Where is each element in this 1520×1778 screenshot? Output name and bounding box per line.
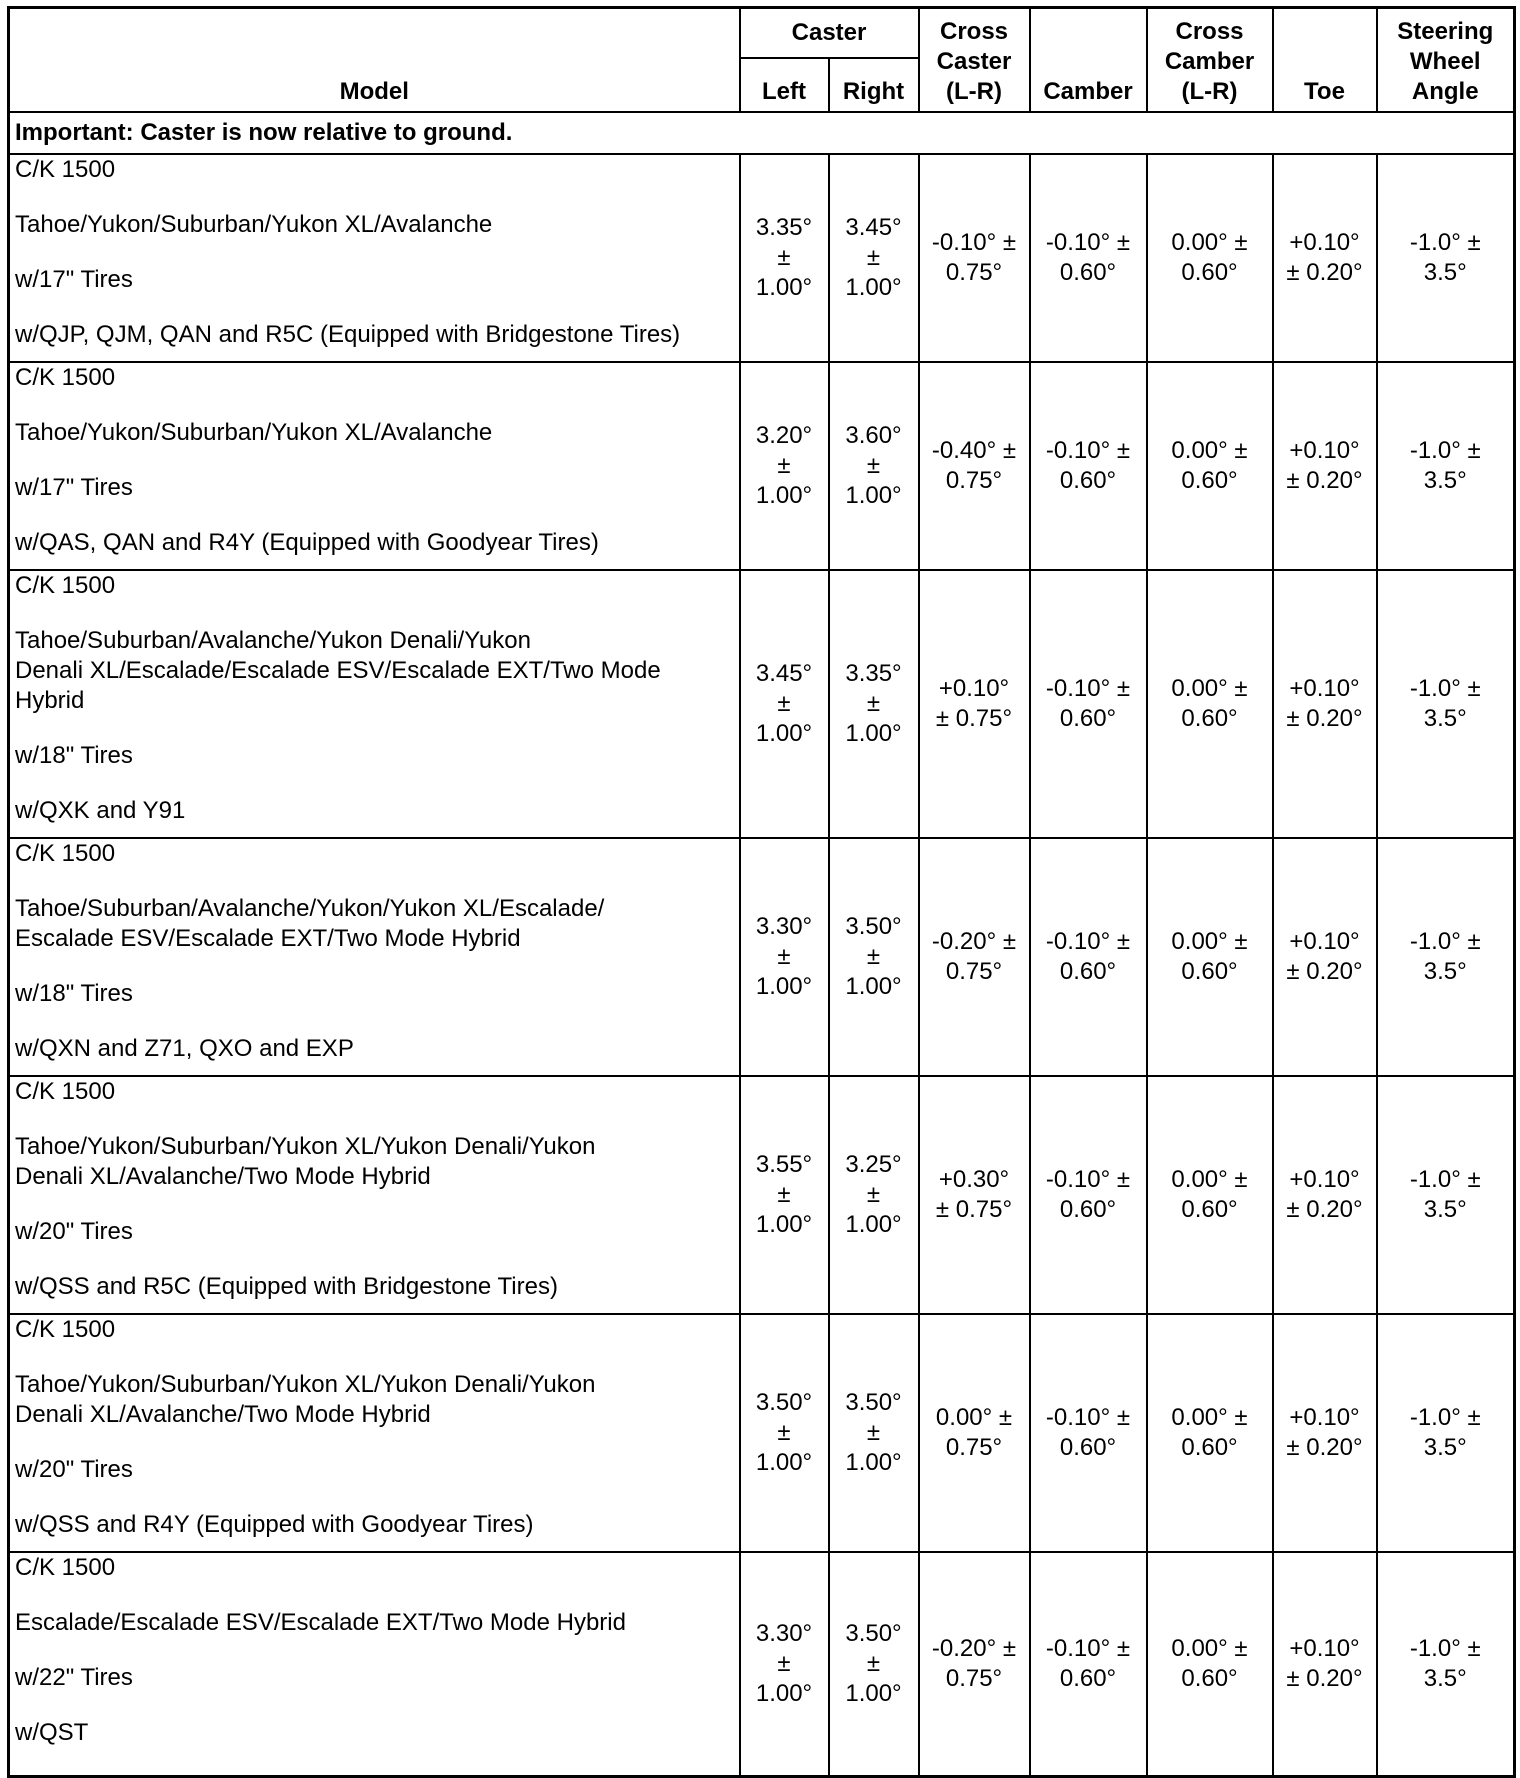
table-row [9, 362, 1515, 570]
right-cell: 3.45° ± 1.00° [829, 154, 919, 362]
model-cell [9, 1076, 740, 1314]
model-line: Escalade/Escalade ESV/Escalade EXT/Two Mode Hybrid [15, 1609, 626, 1636]
model-cell [9, 1552, 740, 1776]
model-line: C/K 1500 [15, 840, 116, 867]
header-toe: Toe [1273, 8, 1377, 113]
model-line: C/K 1500 [15, 156, 116, 183]
header-cross-camber: Cross Camber (L-R) [1147, 8, 1273, 113]
steering-cell: -1.0° ± 3.5° [1377, 1552, 1515, 1776]
table-body [9, 112, 1515, 1776]
table-row [9, 1314, 1515, 1552]
important-note: Important: Caster is now relative to ground. [9, 112, 1515, 154]
header-caster-right: Right [829, 58, 919, 112]
steering-cell: -1.0° ± 3.5° [1377, 570, 1515, 838]
cross-caster-cell: +0.30° ± 0.75° [919, 1076, 1030, 1314]
table-row [9, 570, 1515, 838]
toe-cell: +0.10° ± 0.20° [1273, 154, 1377, 362]
cross-caster-cell: -0.20° ± 0.75° [919, 1552, 1030, 1776]
model-line: w/QSS and R5C (Equipped with Bridgestone Tires) [15, 1273, 558, 1300]
left-cell: 3.30° ± 1.00° [740, 1552, 829, 1776]
camber-cell: -0.10° ± 0.60° [1030, 838, 1147, 1076]
camber-cell: -0.10° ± 0.60° [1030, 1314, 1147, 1552]
model-cell [9, 838, 740, 1076]
toe-cell: +0.10° ± 0.20° [1273, 838, 1377, 1076]
right-cell: 3.50° ± 1.00° [829, 1552, 919, 1776]
model-line: w/QJP, QJM, QAN and R5C (Equipped with Bridgestone Tires) [15, 321, 681, 348]
header-model: Model [9, 8, 740, 113]
model-line: w/22" Tires [15, 1664, 133, 1691]
left-cell: 3.35° ± 1.00° [740, 154, 829, 362]
toe-cell: +0.10° ± 0.20° [1273, 570, 1377, 838]
camber-cell: -0.10° ± 0.60° [1030, 1076, 1147, 1314]
cross-camber-cell: 0.00° ± 0.60° [1147, 1552, 1273, 1776]
cross-caster-cell: 0.00° ± 0.75° [919, 1314, 1030, 1552]
model-line: w/QST [15, 1719, 89, 1746]
model-line: w/18" Tires [15, 742, 133, 769]
right-cell: 3.50° ± 1.00° [829, 1314, 919, 1552]
cross-camber-cell: 0.00° ± 0.60° [1147, 362, 1273, 570]
table-row [9, 1076, 1515, 1314]
alignment-spec-table [7, 6, 1516, 1778]
cross-camber-cell: 0.00° ± 0.60° [1147, 838, 1273, 1076]
left-cell: 3.30° ± 1.00° [740, 838, 829, 1076]
cross-caster-cell: -0.20° ± 0.75° [919, 838, 1030, 1076]
left-cell: 3.20° ± 1.00° [740, 362, 829, 570]
table-row [9, 1552, 1515, 1776]
model-cell [9, 362, 740, 570]
header-camber: Camber [1030, 8, 1147, 113]
model-line: w/QAS, QAN and R4Y (Equipped with Goodyear Tires) [15, 529, 599, 556]
right-cell: 3.50° ± 1.00° [829, 838, 919, 1076]
model-line: w/QSS and R4Y (Equipped with Goodyear Tires) [15, 1511, 534, 1538]
cross-camber-cell: 0.00° ± 0.60° [1147, 154, 1273, 362]
model-line: w/20" Tires [15, 1218, 133, 1245]
model-line: w/QXN and Z71, QXO and EXP [15, 1035, 354, 1062]
steering-cell: -1.0° ± 3.5° [1377, 1076, 1515, 1314]
model-line: Tahoe/Yukon/Suburban/Yukon XL/Yukon Denali/Yukon Denali XL/Avalanche/Two Mode Hybrid [15, 1371, 596, 1428]
model-line: Tahoe/Yukon/Suburban/Yukon XL/Avalanche [15, 419, 493, 446]
steering-cell: -1.0° ± 3.5° [1377, 1314, 1515, 1552]
model-line: Tahoe/Suburban/Avalanche/Yukon/Yukon XL/Escalade/ Escalade ESV/Escalade EXT/Two Mode Hybrid [15, 895, 605, 952]
left-cell: 3.55° ± 1.00° [740, 1076, 829, 1314]
table-row [9, 154, 1515, 362]
steering-cell: -1.0° ± 3.5° [1377, 362, 1515, 570]
camber-cell: -0.10° ± 0.60° [1030, 1552, 1147, 1776]
header-caster: Caster [740, 8, 919, 59]
camber-cell: -0.10° ± 0.60° [1030, 570, 1147, 838]
model-cell [9, 570, 740, 838]
model-line: Tahoe/Yukon/Suburban/Yukon XL/Avalanche [15, 211, 493, 238]
steering-cell: -1.0° ± 3.5° [1377, 838, 1515, 1076]
model-line: C/K 1500 [15, 1078, 116, 1105]
table-row [9, 838, 1515, 1076]
steering-cell: -1.0° ± 3.5° [1377, 154, 1515, 362]
model-line: Tahoe/Suburban/Avalanche/Yukon Denali/Yukon Denali XL/Escalade/Escalade ESV/Escalade EXT/Two Mode Hybrid [15, 627, 661, 714]
toe-cell: +0.10° ± 0.20° [1273, 1552, 1377, 1776]
model-line: w/20" Tires [15, 1456, 133, 1483]
right-cell: 3.35° ± 1.00° [829, 570, 919, 838]
model-cell [9, 154, 740, 362]
right-cell: 3.25° ± 1.00° [829, 1076, 919, 1314]
model-line: C/K 1500 [15, 1316, 116, 1343]
left-cell: 3.45° ± 1.00° [740, 570, 829, 838]
model-line: C/K 1500 [15, 1554, 116, 1581]
cross-camber-cell: 0.00° ± 0.60° [1147, 570, 1273, 838]
model-cell [9, 1314, 740, 1552]
cross-caster-cell: +0.10° ± 0.75° [919, 570, 1030, 838]
model-line: C/K 1500 [15, 364, 116, 391]
model-line: w/17" Tires [15, 474, 133, 501]
header-caster-left: Left [740, 58, 829, 112]
header-cross-caster: Cross Caster (L-R) [919, 8, 1030, 113]
cross-caster-cell: -0.10° ± 0.75° [919, 154, 1030, 362]
left-cell: 3.50° ± 1.00° [740, 1314, 829, 1552]
cross-camber-cell: 0.00° ± 0.60° [1147, 1314, 1273, 1552]
model-line: Tahoe/Yukon/Suburban/Yukon XL/Yukon Denali/Yukon Denali XL/Avalanche/Two Mode Hybrid [15, 1133, 596, 1190]
toe-cell: +0.10° ± 0.20° [1273, 362, 1377, 570]
camber-cell: -0.10° ± 0.60° [1030, 362, 1147, 570]
model-line: w/QXK and Y91 [15, 797, 186, 824]
cross-caster-cell: -0.40° ± 0.75° [919, 362, 1030, 570]
cross-camber-cell: 0.00° ± 0.60° [1147, 1076, 1273, 1314]
camber-cell: -0.10° ± 0.60° [1030, 154, 1147, 362]
model-line: w/18" Tires [15, 980, 133, 1007]
header-steering-wheel-angle: Steering Wheel Angle [1377, 8, 1515, 113]
toe-cell: +0.10° ± 0.20° [1273, 1076, 1377, 1314]
model-line: w/17" Tires [15, 266, 133, 293]
model-line: C/K 1500 [15, 572, 116, 599]
toe-cell: +0.10° ± 0.20° [1273, 1314, 1377, 1552]
right-cell: 3.60° ± 1.00° [829, 362, 919, 570]
